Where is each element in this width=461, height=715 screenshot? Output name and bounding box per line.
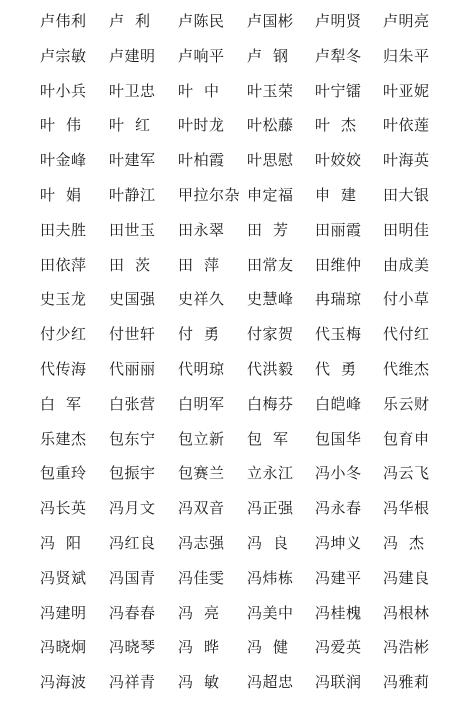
name-entry: 叶 娟 (40, 185, 82, 204)
name-row (40, 143, 461, 178)
name-entry: 由成美 (383, 255, 430, 274)
name-entry: 冯祥青 (109, 673, 156, 692)
name-row (40, 526, 461, 561)
name-entry: 白皑峰 (315, 394, 362, 413)
name-entry: 乐建杰 (40, 429, 87, 448)
name-entry: 叶玉荣 (247, 81, 294, 100)
name-entry: 冯联润 (315, 673, 362, 692)
name-entry: 叶依莲 (383, 116, 430, 135)
name-entry: 代明琼 (178, 359, 225, 378)
name-entry: 包育申 (383, 429, 430, 448)
name-entry: 代玉梅 (315, 325, 362, 344)
name-entry: 付少红 (40, 325, 87, 344)
name-entry: 冯春春 (109, 603, 156, 622)
name-entry: 冯小冬 (315, 464, 362, 483)
name-entry: 史玉龙 (40, 290, 87, 309)
name-entry: 冯 敏 (178, 673, 220, 692)
name-entry: 包 军 (247, 429, 289, 448)
name-entry: 冯贤斌 (40, 568, 87, 587)
name-entry: 叶 红 (109, 116, 151, 135)
name-entry: 叶卫忠 (109, 81, 156, 100)
name-entry: 卢宗敏 (40, 46, 87, 65)
name-entry: 冯志强 (178, 533, 225, 552)
name-entry: 卢伟利 (40, 12, 87, 30)
name-row (40, 596, 461, 631)
name-row (40, 39, 461, 74)
name-entry: 冯正强 (247, 499, 294, 518)
name-entry: 代丽丽 (109, 359, 156, 378)
name-entry: 冯 健 (247, 638, 289, 657)
name-entry: 田常友 (247, 255, 294, 274)
name-entry: 冯月文 (109, 499, 156, 518)
name-list (40, 4, 461, 700)
name-entry: 卢 利 (109, 12, 151, 30)
name-entry: 卢建明 (109, 46, 156, 65)
name-entry: 卢 钢 (247, 46, 289, 65)
name-entry: 包东宁 (109, 429, 156, 448)
name-entry: 叶建军 (109, 151, 156, 170)
name-entry: 卢响平 (178, 46, 225, 65)
name-entry: 卢国彬 (247, 12, 294, 30)
name-entry: 田依萍 (40, 255, 87, 274)
name-entry: 田 萍 (178, 255, 220, 274)
name-entry: 冯国青 (109, 568, 156, 587)
name-entry: 白 军 (40, 394, 82, 413)
name-entry: 冯 亮 (178, 603, 220, 622)
name-entry: 包国华 (315, 429, 362, 448)
name-entry: 史慧峰 (247, 290, 294, 309)
name-entry: 冯坤义 (315, 533, 362, 552)
name-entry: 冯云飞 (383, 464, 430, 483)
name-entry: 冯永春 (315, 499, 362, 518)
name-entry: 叶柏霞 (178, 151, 225, 170)
name-entry: 叶静江 (109, 185, 156, 204)
name-entry: 代维杰 (383, 359, 430, 378)
name-entry: 叶时龙 (178, 116, 225, 135)
name-entry: 叶 中 (178, 81, 220, 100)
name-entry: 包重玲 (40, 464, 87, 483)
name-entry: 冯 良 (247, 533, 289, 552)
name-entry: 白梅芬 (247, 394, 294, 413)
name-row (40, 422, 461, 457)
name-row (40, 74, 461, 109)
name-entry: 田维仲 (315, 255, 362, 274)
name-entry: 冯建明 (40, 603, 87, 622)
name-row (40, 665, 461, 700)
name-entry: 叶思慰 (247, 151, 294, 170)
name-entry: 代传海 (40, 359, 87, 378)
name-entry: 叶海英 (383, 151, 430, 170)
name-row (40, 630, 461, 665)
name-entry: 冯佳雯 (178, 568, 225, 587)
name-entry: 冯建平 (315, 568, 362, 587)
name-entry: 叶金峰 (40, 151, 87, 170)
name-entry: 包振宇 (109, 464, 156, 483)
name-entry: 史国强 (109, 290, 156, 309)
name-entry: 冯长英 (40, 499, 87, 518)
name-entry: 冯建良 (383, 568, 430, 587)
name-entry: 冯浩彬 (383, 638, 430, 657)
name-entry: 付 勇 (178, 325, 220, 344)
name-entry: 田世玉 (109, 220, 156, 239)
name-row (40, 248, 461, 283)
name-entry: 包立新 (178, 429, 225, 448)
name-entry: 卢明贤 (315, 12, 362, 30)
name-row (40, 317, 461, 352)
name-entry: 代付红 (383, 325, 430, 344)
name-entry: 叶姣姣 (315, 151, 362, 170)
name-row (40, 4, 461, 39)
name-entry: 付世轩 (109, 325, 156, 344)
name-entry: 付家贺 (247, 325, 294, 344)
name-entry: 冯双音 (178, 499, 225, 518)
name-entry: 冯晓琴 (109, 638, 156, 657)
name-row (40, 456, 461, 491)
name-entry: 冯雅莉 (383, 673, 430, 692)
name-row (40, 561, 461, 596)
name-entry: 白张营 (109, 394, 156, 413)
name-entry: 冯 阳 (40, 533, 82, 552)
name-entry: 冉瑞琼 (315, 290, 362, 309)
name-entry: 冯桂槐 (315, 603, 362, 622)
name-entry: 冯超忠 (247, 673, 294, 692)
name-entry: 立永江 (247, 464, 294, 483)
name-entry: 田大银 (383, 185, 430, 204)
name-entry: 代洪毅 (247, 359, 294, 378)
name-row (40, 352, 461, 387)
name-entry: 冯炜栋 (247, 568, 294, 587)
name-row (40, 178, 461, 213)
name-entry: 叶小兵 (40, 81, 87, 100)
name-entry: 冯红良 (109, 533, 156, 552)
name-entry: 冯美中 (247, 603, 294, 622)
name-row (40, 108, 461, 143)
name-entry: 田明佳 (383, 220, 430, 239)
name-entry: 田丽霞 (315, 220, 362, 239)
name-entry: 申 建 (315, 185, 357, 204)
name-entry: 冯晓炯 (40, 638, 87, 657)
name-entry: 乐云财 (383, 394, 430, 413)
name-entry: 卢陈民 (178, 12, 225, 30)
name-entry: 叶亚妮 (383, 81, 430, 100)
name-row (40, 387, 461, 422)
name-row (40, 491, 461, 526)
name-entry: 甲拉尔杂 (178, 185, 241, 204)
name-entry: 付小草 (383, 290, 430, 309)
name-entry: 田 茨 (109, 255, 151, 274)
name-entry: 田永翠 (178, 220, 225, 239)
name-entry: 冯 晔 (178, 638, 220, 657)
name-row (40, 282, 461, 317)
name-entry: 白明军 (178, 394, 225, 413)
name-entry: 冯华根 (383, 499, 430, 518)
name-entry: 冯 杰 (383, 533, 425, 552)
name-entry: 叶松藤 (247, 116, 294, 135)
name-entry: 史祥久 (178, 290, 225, 309)
name-entry: 卢明亮 (383, 12, 430, 30)
name-entry: 田 芳 (247, 220, 289, 239)
name-entry: 代 勇 (315, 359, 357, 378)
name-entry: 叶 伟 (40, 116, 82, 135)
name-row (40, 213, 461, 248)
name-entry: 叶宁镭 (315, 81, 362, 100)
name-entry: 包赛兰 (178, 464, 225, 483)
name-entry: 叶 杰 (315, 116, 357, 135)
name-entry: 归朱平 (383, 46, 430, 65)
name-entry: 冯根林 (383, 603, 430, 622)
name-entry: 田夫胜 (40, 220, 87, 239)
name-entry: 冯海波 (40, 673, 87, 692)
name-entry: 卢犁冬 (315, 46, 362, 65)
name-entry: 冯爱英 (315, 638, 362, 657)
name-entry: 申定福 (247, 185, 294, 204)
